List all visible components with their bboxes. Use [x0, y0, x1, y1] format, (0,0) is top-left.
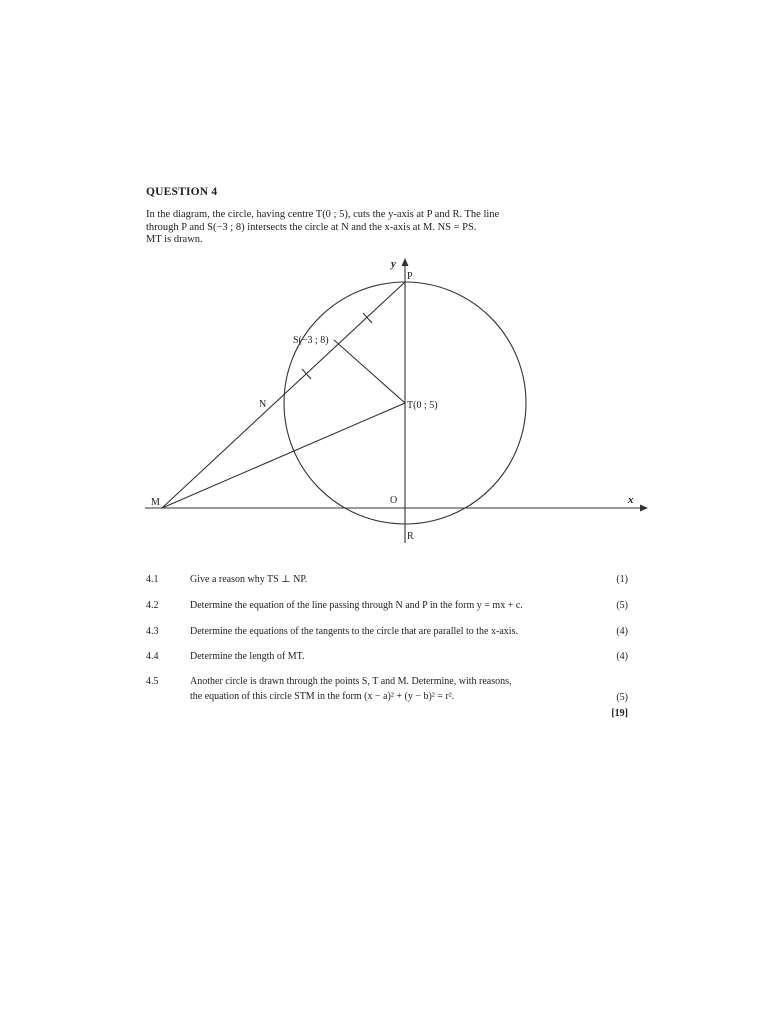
line-mt: [162, 403, 405, 508]
intro-line: MT is drawn.: [146, 234, 203, 245]
label-m: M: [151, 497, 160, 508]
question-heading: QUESTION 4: [146, 186, 218, 198]
x-axis-arrow: [640, 505, 648, 512]
line-mp: [162, 282, 405, 508]
intro-line: In the diagram, the circle, having centre T(0 ; 5), cuts the y-axis at P and R. The line: [146, 209, 500, 220]
subquestion-text: Give a reason why TS ⊥ NP.: [190, 574, 308, 585]
subquestion-marks: (1): [616, 574, 628, 585]
subquestion-marks: (4): [616, 626, 628, 637]
label-r: R: [407, 531, 414, 542]
y-axis-arrow: [402, 258, 409, 266]
total-marks: [19]: [611, 708, 628, 719]
subquestion-number: 4.4: [146, 651, 159, 662]
subquestion-marks: (4): [616, 651, 628, 662]
label-n: N: [259, 399, 267, 410]
subquestion-number: 4.5: [146, 676, 159, 687]
y-axis-label: y: [391, 258, 396, 270]
x-axis-label: x: [628, 494, 634, 506]
label-o: O: [390, 495, 398, 506]
subquestion-number: 4.1: [146, 574, 159, 585]
subquestion-text: Determine the equation of the line passing through N and P in the form y = mx + c.: [190, 600, 523, 611]
subquestion-text: Determine the length of MT.: [190, 651, 305, 662]
subquestion-marks: (5): [616, 600, 628, 611]
subquestion-number: 4.3: [146, 626, 159, 637]
intro-line: through P and S(−3 ; 8) intersects the circle at N and the x-axis at M. NS = PS.: [146, 221, 477, 233]
label-t: T(0 ; 5): [407, 400, 438, 411]
label-s: S(−3 ; 8): [293, 335, 329, 346]
subquestion-text: Determine the equations of the tangents to the circle that are parallel to the x-axis.: [190, 626, 518, 637]
label-p: P: [407, 271, 413, 282]
subquestion-number: 4.2: [146, 600, 159, 611]
subquestion-text: the equation of this circle STM in the form (x − a)² + (y − b)² = r².: [190, 691, 455, 702]
subquestion-text: Another circle is drawn through the points S, T and M. Determine, with reasons,: [190, 676, 512, 687]
line-st: [334, 340, 405, 403]
subquestion-marks: (5): [616, 692, 628, 703]
